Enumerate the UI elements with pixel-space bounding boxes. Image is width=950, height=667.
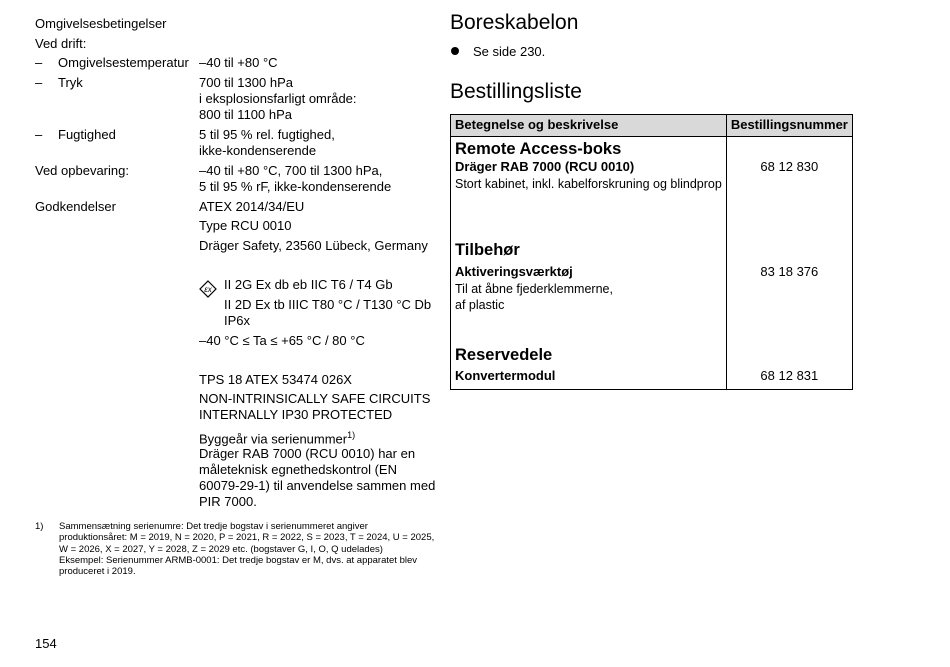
temperature-value: –40 til +80 °C bbox=[199, 55, 278, 70]
item-description-1: Til at åbne fjederklemmerne, bbox=[455, 281, 613, 296]
storage-label: Ved opbevaring: bbox=[35, 163, 129, 178]
dash-humidity: – bbox=[35, 127, 43, 142]
footnote-line-2: produktionsåret: M = 2019, N = 2020, P = 2021, R = 2022, S = 2023, T = 2024, U = 2025, bbox=[59, 532, 435, 544]
column-header-description: Betegnelse og beskrivelse bbox=[451, 115, 727, 137]
storage-value-2: 5 til 95 % rF, ikke-kondenserende bbox=[199, 179, 392, 194]
item-description-2: af plastic bbox=[455, 298, 505, 312]
order-number-cell: 68 12 831 bbox=[726, 345, 852, 390]
ex-marking-gas: II 2G Ex db eb IIC T6 / T4 Gb bbox=[224, 277, 393, 292]
item-name: Konvertermodul bbox=[455, 368, 556, 383]
build-year-text: Byggeår via serienummer bbox=[199, 431, 348, 447]
order-number-cell: 83 18 376 bbox=[726, 240, 852, 345]
in-operation-label: Ved drift: bbox=[35, 36, 87, 51]
group-title: Tilbehør bbox=[455, 241, 520, 259]
table-header-row bbox=[451, 115, 853, 137]
metrology-line-3: 60079-29-1) til anvendelse sammen med bbox=[199, 478, 436, 493]
cable-page-reference: Se side 230. bbox=[473, 44, 546, 59]
order-list-title: Bestillingsliste bbox=[450, 80, 582, 103]
non-is-line-2: INTERNALLY IP30 PROTECTED bbox=[199, 407, 393, 422]
item-name: Dräger RAB 7000 (RCU 0010) bbox=[455, 159, 635, 174]
page-number: 154 bbox=[35, 636, 57, 651]
metrology-line-2: måleteknisk egnethedskontrol (EN bbox=[199, 462, 397, 477]
environment-heading: Omgivelsesbetingelser bbox=[35, 16, 167, 31]
footnote-line-4: Eksempel: Serienummer ARMB-0001: Det tredje bogstav er M, dvs. at apparatet blev bbox=[59, 554, 417, 566]
footnote-line-1: Sammensætning serienumre: Det tredje bogstav i serienummeret angiver bbox=[59, 521, 368, 532]
approval-manufacturer: Dräger Safety, 23560 Lübeck, Germany bbox=[199, 238, 428, 253]
order-number-cell: 68 12 830 bbox=[726, 137, 852, 241]
build-year-footnote-ref: 1) bbox=[347, 430, 356, 440]
table-row bbox=[451, 345, 853, 390]
metrology-line-1: Dräger RAB 7000 (RCU 0010) har en bbox=[199, 446, 416, 461]
ambient-temperature-range: –40 °C ≤ Ta ≤ +65 °C / 80 °C bbox=[199, 333, 365, 348]
bullet-icon bbox=[451, 47, 459, 55]
table-row bbox=[451, 137, 853, 241]
build-year bbox=[199, 427, 355, 448]
dash-temperature: – bbox=[35, 55, 43, 70]
item-name: Aktiveringsværktøj bbox=[455, 264, 573, 279]
item-description: Stort kabinet, inkl. kabelforskruning og blindprop bbox=[455, 176, 722, 191]
pressure-label: Tryk bbox=[58, 75, 83, 90]
temperature-label: Omgivelsestemperatur bbox=[58, 55, 189, 70]
dash-pressure: – bbox=[35, 75, 43, 90]
pressure-value-3: 800 til 1100 hPa bbox=[199, 107, 292, 122]
ex-marking-ip: IP6x bbox=[224, 313, 251, 328]
group-accessories bbox=[451, 240, 727, 345]
footnote-number: 1) bbox=[35, 521, 44, 532]
certificate-number: TPS 18 ATEX 53474 026X bbox=[199, 372, 352, 387]
footnote-line-3: W = 2026, X = 2027, Y = 2028, Z = 2029 etc. (bogstaver G, I, O, Q udelades) bbox=[59, 543, 383, 555]
storage-value-1: –40 til +80 °C, 700 til 1300 hPa, bbox=[199, 163, 383, 178]
footnote-line-5: produceret i 2019. bbox=[59, 566, 136, 578]
cable-section-title: Boreskabelon bbox=[450, 11, 579, 34]
approvals-label: Godkendelser bbox=[35, 199, 116, 214]
non-is-line-1: NON-INTRINSICALLY SAFE CIRCUITS bbox=[199, 391, 431, 406]
group-title: Reservedele bbox=[455, 346, 553, 364]
footnote-text bbox=[59, 521, 439, 577]
group-remote-access-box bbox=[451, 137, 727, 241]
ex-explosion-protection-icon bbox=[199, 280, 217, 298]
approval-atex: ATEX 2014/34/EU bbox=[199, 199, 305, 214]
metrology-line-4: PIR 7000. bbox=[199, 494, 257, 509]
ex-marking-dust: II 2D Ex tb IIIC T80 °C / T130 °C Db bbox=[224, 297, 432, 312]
pressure-value-1: 700 til 1300 hPa bbox=[199, 75, 293, 90]
column-header-order-number: Bestillingsnummer bbox=[726, 115, 852, 137]
approval-type: Type RCU 0010 bbox=[199, 218, 292, 233]
group-title: Remote Access-boks bbox=[455, 140, 622, 158]
humidity-value-2: ikke-kondenserende bbox=[199, 143, 317, 158]
order-table bbox=[450, 114, 853, 390]
svg-text:εx: εx bbox=[204, 285, 212, 294]
pressure-value-2: i eksplosionsfarligt område: bbox=[199, 91, 357, 106]
humidity-value-1: 5 til 95 % rel. fugtighed, bbox=[199, 127, 335, 142]
group-spare-parts bbox=[451, 345, 727, 390]
humidity-label: Fugtighed bbox=[58, 127, 116, 142]
table-row bbox=[451, 240, 853, 345]
